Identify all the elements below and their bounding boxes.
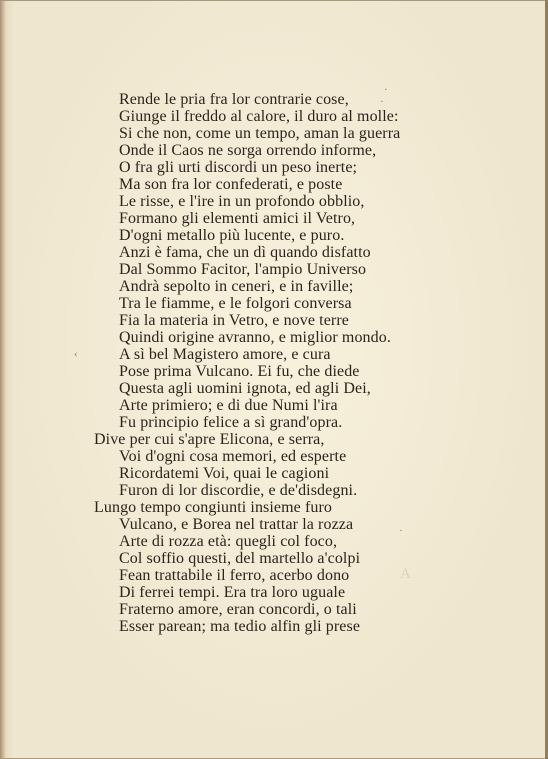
verse-line: Arte primiero; e di due Numi l'ira: [119, 397, 338, 414]
verse-line: Di ferrei tempi. Era tra loro uguale: [119, 584, 346, 601]
verse-line: Fraterno amore, eran concordi, o tali: [119, 601, 357, 618]
ink-speck: ‹: [74, 348, 78, 360]
verse-line: Lungo tempo congiunti insieme furo: [94, 499, 333, 516]
verse-line: Arte di rozza età: quegli col foco,: [119, 533, 338, 550]
verse-line: Ma son fra lor confederati, e poste: [119, 176, 343, 193]
verse-line: Formano gli elementi amici il Vetro,: [119, 210, 356, 227]
verse-line: Onde il Caos ne sorga orrendo informe,: [119, 142, 377, 159]
verse-line: Esser parean; ma tedio alfin gli prese: [119, 618, 361, 635]
verse-line: Fu principio felice a sì grand'opra.: [119, 414, 343, 431]
verse-line: Tra le fiamme, e le folgori conversa: [119, 295, 352, 312]
verse-line: Furon di lor discordie, e de'disdegni.: [119, 482, 358, 499]
ink-speck: ·: [380, 96, 384, 108]
bleed-through-shadow: A: [400, 566, 411, 582]
verse-line: Quindi origine avranno, e miglior mondo.: [119, 329, 391, 346]
verse-line: Ricordatemi Voi, quai le cagioni: [119, 465, 330, 482]
verse-line: A sì bel Magistero amore, e cura: [119, 346, 331, 363]
verse-line: Pose prima Vulcano. Ei fu, che diede: [119, 363, 360, 380]
verse-line: Anzi è fama, che un dì quando disfatto: [119, 244, 371, 261]
verse-line: D'ogni metallo più lucente, e puro.: [119, 227, 345, 244]
verse-line: Voi d'ogni cosa memori, ed esperte: [119, 448, 347, 465]
verse-line: Questa agli uomini ignota, ed agli Dei,: [119, 380, 371, 397]
verse-line: Fia la materia in Vetro, e nove terre: [119, 312, 349, 329]
ink-speck: ·: [384, 84, 388, 96]
verse-line: Rende le pria fra lor contrarie cose,: [119, 91, 349, 108]
verse-line: Vulcano, e Borea nel trattar la rozza: [119, 516, 354, 533]
verse-line: Le risse, e l'ire in un profondo obblio,: [119, 193, 365, 210]
verse-line: Dive per cui s'apre Elicona, e serra,: [94, 431, 325, 448]
verse-line: O fra gli urti discordi un peso inerte;: [119, 159, 358, 176]
verse-line: Si che non, come un tempo, aman la guerra: [119, 125, 401, 142]
verse-line: Andrà sepolto in ceneri, e in faville;: [119, 278, 354, 295]
verse-line: Dal Sommo Facitor, l'ampio Universo: [119, 261, 367, 278]
verse-line: Col soffio questi, del martello a'colpi: [119, 550, 361, 567]
page-gutter-shadow: [0, 0, 6, 759]
verse-line: Fean trattabile il ferro, acerbo dono: [119, 567, 350, 584]
verse-line: Giunge il freddo al calore, il duro al molle:: [119, 108, 399, 125]
ink-speck: ·: [399, 525, 403, 537]
